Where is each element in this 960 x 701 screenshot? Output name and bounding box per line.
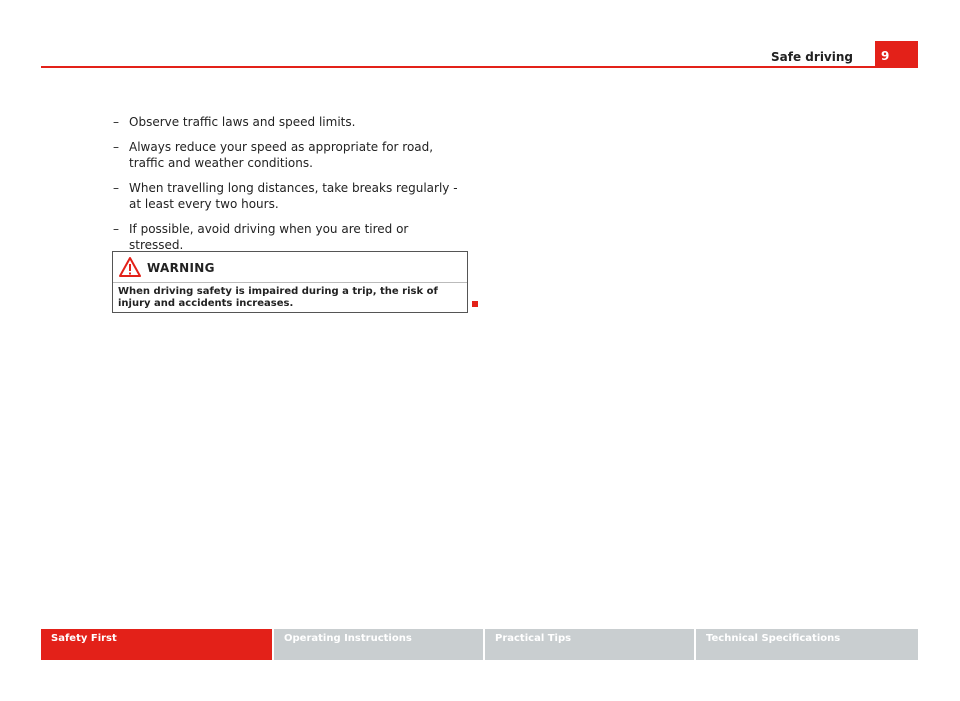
bullet-dash: – (113, 115, 119, 129)
footer-tabs (41, 629, 918, 660)
warning-triangle-icon (118, 256, 142, 278)
list-item-text: If possible, avoid driving when you are tired or stressed. (129, 222, 409, 252)
list-item (113, 114, 463, 130)
list-item (113, 139, 463, 171)
section-end-marker (472, 301, 478, 307)
bullet-dash: – (113, 140, 119, 154)
list-item-text: Always reduce your speed as appropriate for road, traffic and weather conditions. (129, 140, 434, 170)
warning-text: When driving safety is impaired during a trip, the risk of injury and accidents increases. (118, 286, 438, 309)
tab-practical-tips[interactable]: Practical Tips (485, 629, 694, 660)
page-number: 9 (875, 41, 918, 67)
list-item-text: When travelling long distances, take breaks regularly - at least every two hours. (129, 181, 458, 211)
warning-box (112, 251, 468, 313)
list-item (113, 221, 463, 253)
header-rule (41, 66, 918, 68)
list-item (113, 180, 463, 212)
warning-header (113, 252, 467, 283)
section-title: Safe driving (771, 50, 853, 64)
tab-technical-specifications[interactable]: Technical Specifications (696, 629, 918, 660)
bullet-dash: – (113, 181, 119, 195)
tab-operating-instructions[interactable]: Operating Instructions (274, 629, 483, 660)
bullet-list (113, 114, 463, 262)
list-item-text: Observe traffic laws and speed limits. (129, 115, 356, 129)
warning-title: WARNING (147, 261, 215, 275)
tab-safety-first[interactable]: Safety First (41, 629, 272, 660)
bullet-dash: – (113, 222, 119, 236)
